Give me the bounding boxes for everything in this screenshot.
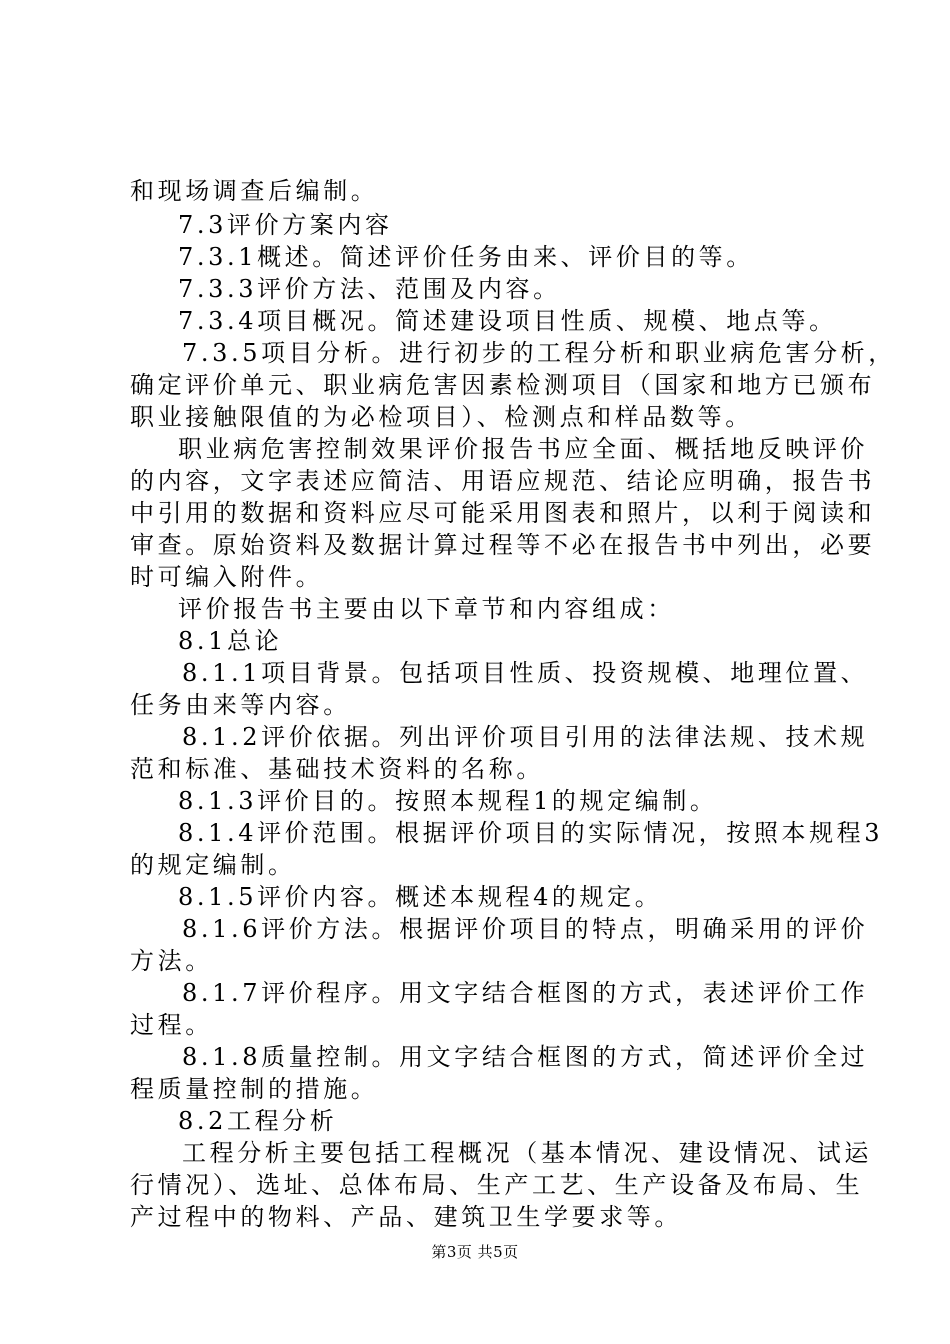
text-line: 程质量控制的措施。	[130, 1075, 379, 1103]
text-line: 8.1.3评价目的。按照本规程1的规定编制。	[178, 787, 718, 815]
text-line: 过程。	[130, 1011, 213, 1039]
text-line: 确定评价单元、职业病危害因素检测项目（国家和地方已颁布	[130, 371, 876, 399]
section-heading: 7.3评价方案内容	[178, 211, 393, 239]
text-line: 中引用的数据和资料应尽可能采用图表和照片，以利于阅读和	[130, 499, 876, 527]
text-line: 8.1.5评价内容。概述本规程4的规定。	[178, 883, 663, 911]
text-line: 7.3.5项目分析。进行初步的工程分析和职业病危害分析，	[182, 339, 896, 367]
text-line: 行情况）、选址、总体布局、生产工艺、生产设备及布局、生	[130, 1171, 864, 1199]
text-line: 8.1.2评价依据。列出评价项目引用的法律法规、技术规	[182, 723, 869, 751]
text-line: 方法。	[130, 947, 213, 975]
text-line: 7.3.1概述。简述评价任务由来、评价目的等。	[178, 243, 754, 271]
text-line: 8.1.4评价范围。根据评价项目的实际情况，按照本规程3	[178, 819, 884, 847]
text-line: 7.3.4项目概况。简述建设项目性质、规模、地点等。	[178, 307, 837, 335]
text-line: 的内容，文字表述应简洁、用语应规范、结论应明确，报告书	[130, 467, 876, 495]
section-heading: 8.2工程分析	[178, 1107, 338, 1135]
text-line: 8.1.7评价程序。用文字结合框图的方式，表述评价工作	[182, 979, 869, 1007]
text-line: 和现场调查后编制。	[130, 177, 379, 205]
page-number-footer: 第3页 共5页	[431, 1243, 519, 1261]
text-line: 8.1.8质量控制。用文字结合框图的方式，简述评价全过	[182, 1043, 869, 1071]
text-line: 职业接触限值的为必检项目）、检测点和样品数等。	[130, 403, 753, 431]
text-line: 产过程中的物料、产品、建筑卫生学要求等。	[130, 1203, 682, 1231]
text-line: 职业病危害控制效果评价报告书应全面、概括地反映评价	[178, 435, 868, 463]
text-line: 任务由来等内容。	[130, 691, 351, 719]
text-line: 8.1.6评价方法。根据评价项目的特点，明确采用的评价	[182, 915, 869, 943]
text-line: 7.3.3评价方法、范围及内容。	[178, 275, 561, 303]
text-line: 范和标准、基础技术资料的名称。	[130, 755, 544, 783]
text-line: 工程分析主要包括工程概况（基本情况、建设情况、试运	[182, 1139, 872, 1167]
text-line: 的规定编制。	[130, 851, 296, 879]
text-line: 评价报告书主要由以下章节和内容组成：	[178, 595, 675, 623]
text-line: 时可编入附件。	[130, 563, 324, 591]
text-line: 审查。原始资料及数据计算过程等不必在报告书中列出，必要	[130, 531, 876, 559]
section-heading: 8.1总论	[178, 627, 283, 655]
text-line: 8.1.1项目背景。包括项目性质、投资规模、地理位置、	[182, 659, 869, 687]
